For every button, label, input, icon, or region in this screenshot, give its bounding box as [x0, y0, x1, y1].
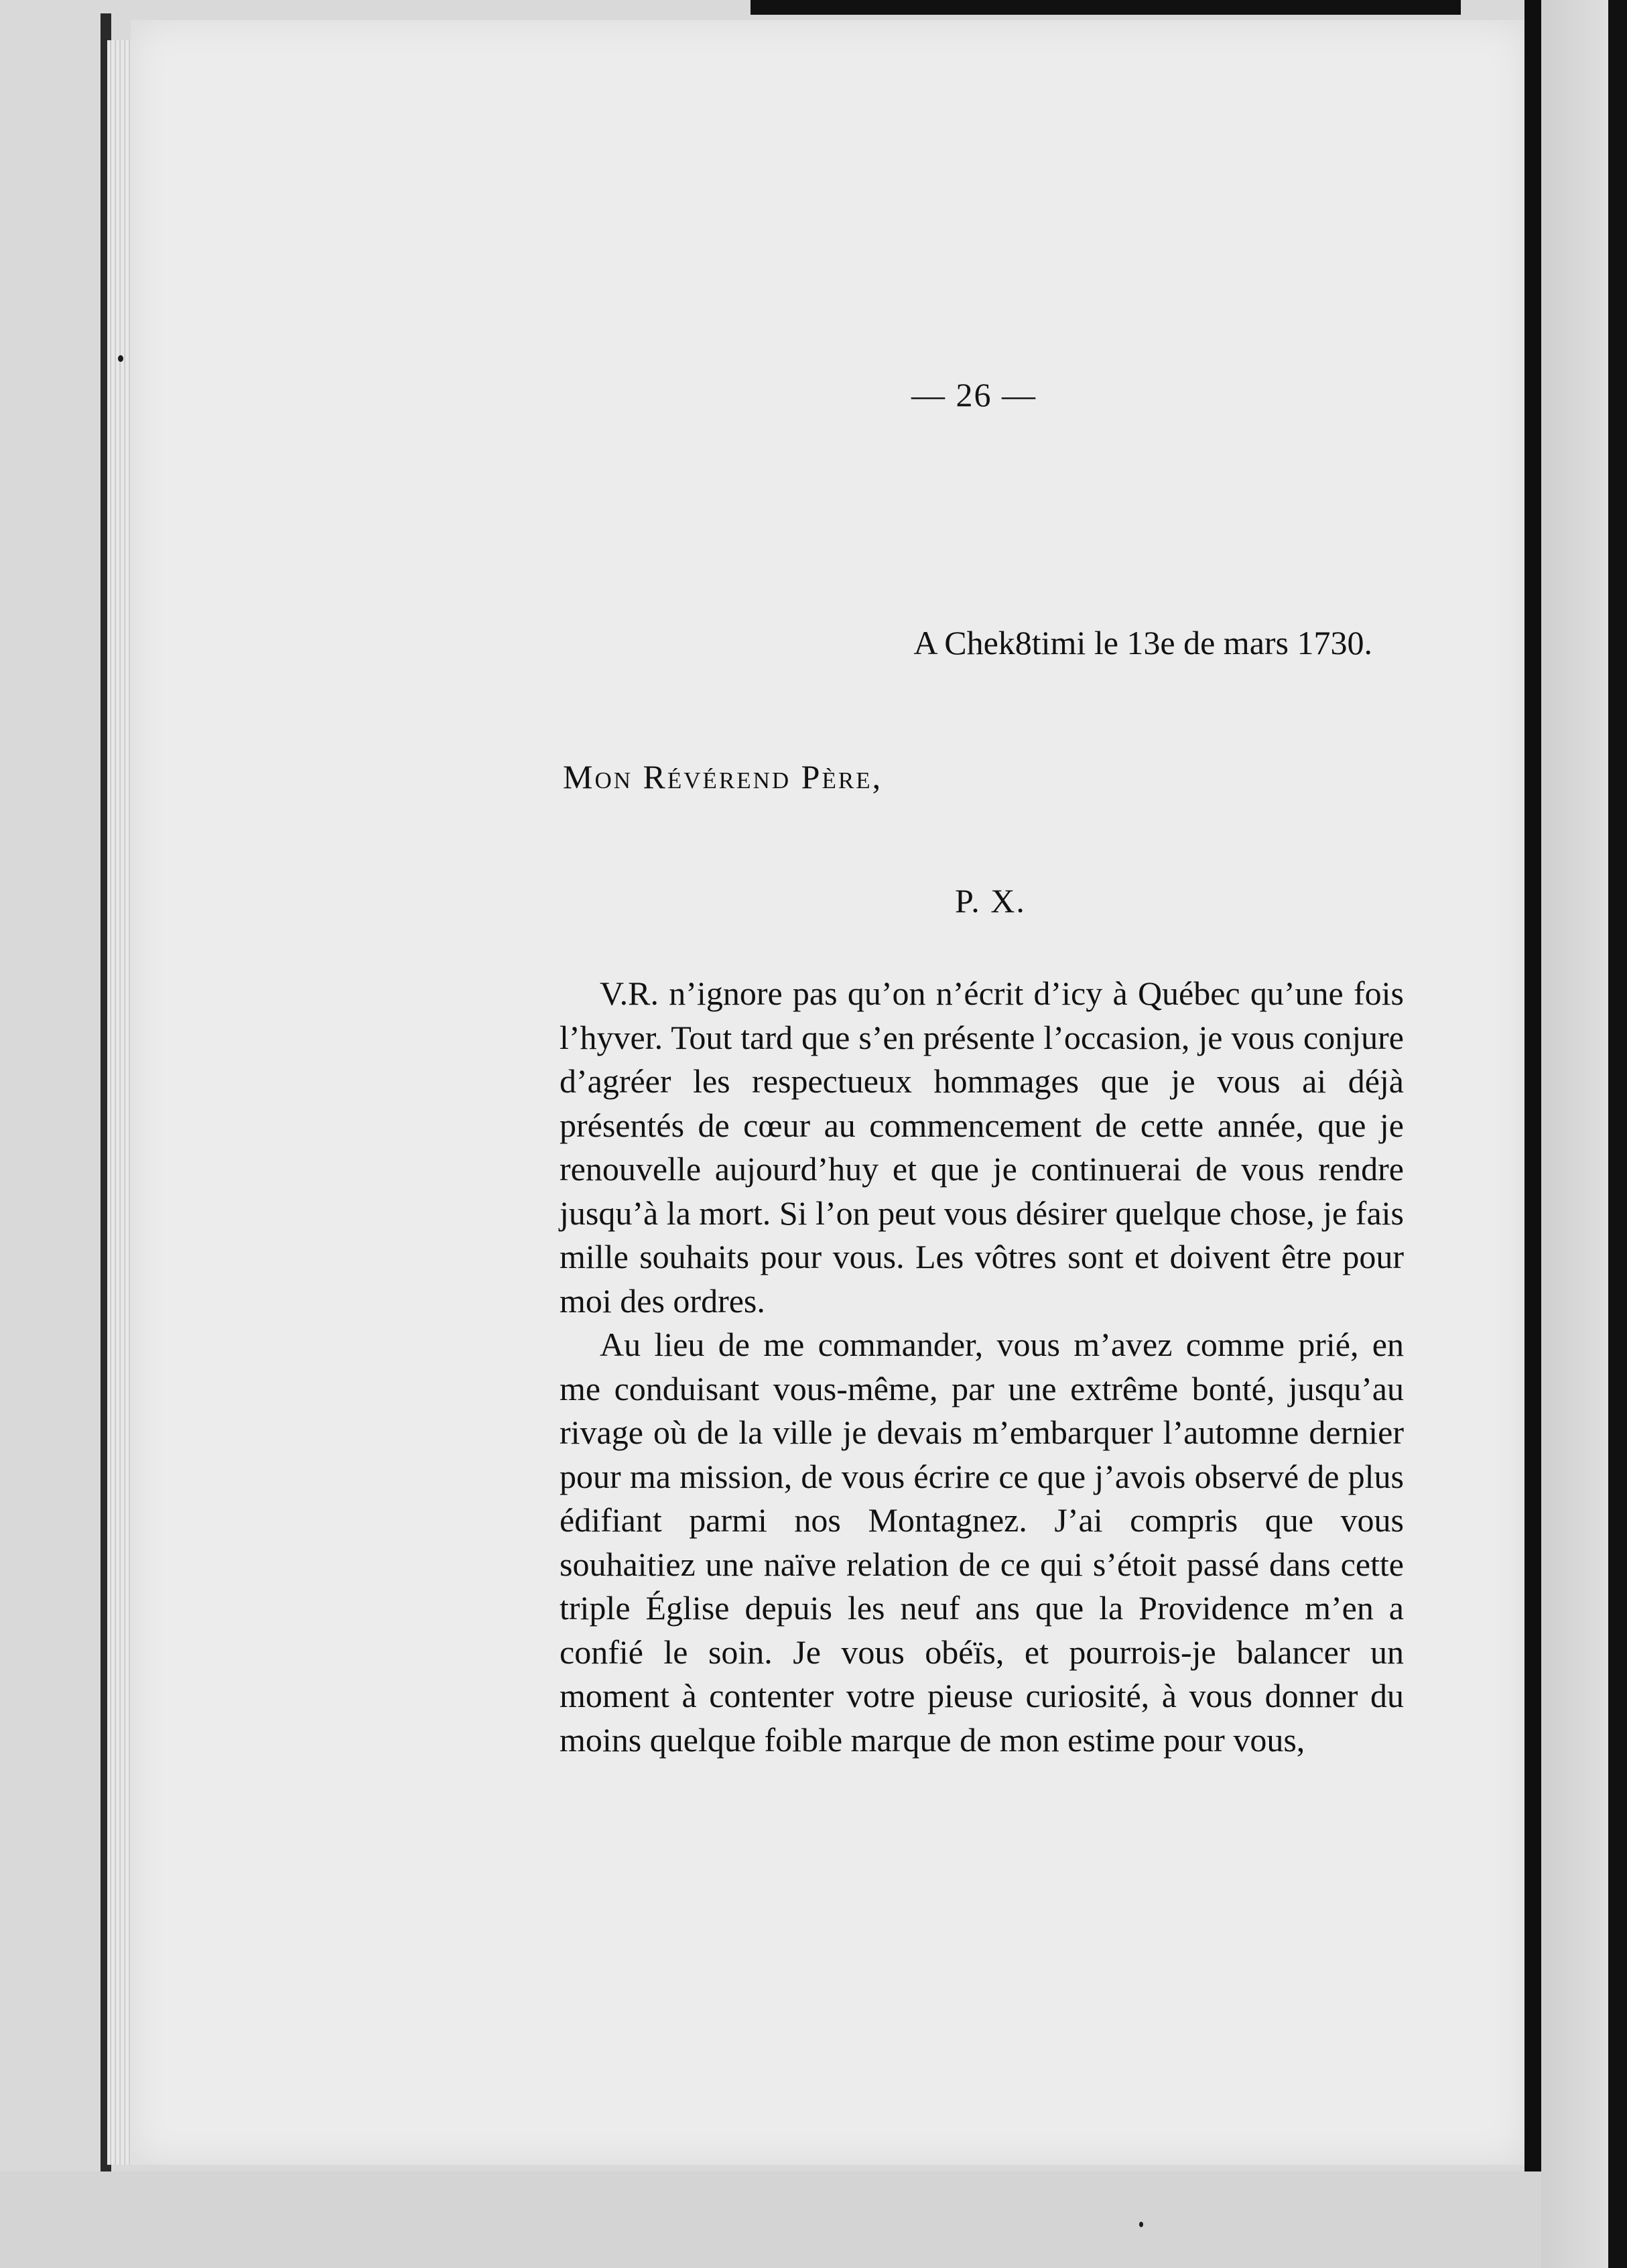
salutation: Mon Révérend Père,: [563, 758, 883, 796]
scan-top-edge: [751, 0, 1461, 15]
page-number: — 26 —: [911, 376, 1037, 414]
paragraph: Au lieu de me commander, vous m’avez comme prié, en me conduisant vous-même, par une extrême bonté, jusqu’au rivage où de la ville je devais m’embarquer l’automne dernier pour ma mission, de vous écrire ce que j’avois observé de plus édifiant parmi nos Montagnez. J’ai compris que vous souhaitiez une naïve relation de ce qui s’étoit passé dans cette triple Église depuis les neuf ans que la Providence m’en a confié le soin. Je vous obéïs, et pourrois-je balancer un moment à contenter votre pieuse curiosité, à vous donner du moins quelque foible marque de mon estime pour vous,: [560, 1326, 1404, 1759]
dateline: A Chek8timi le 13e de mars 1730.: [913, 624, 1372, 662]
px-mark: P. X.: [955, 882, 1026, 920]
scan-bottom-margin: [0, 2171, 1541, 2268]
paragraph: V.R. n’ignore pas qu’on n’écrit d’icy à Québec qu’une fois l’hyver. Tout tard que s’en présente l’occasion, je vous conjure d’agréer les respectueux hommages que je vous ai déjà présentés de cœur au commencement de cette année, que je renouvelle aujourd’huy et que je continuerai de vous rendre jusqu’à la mort. Si l’on peut vous désirer quelque chose, je fais mille souhaits pour vous. Les vôtres sont et doivent être pour moi des ordres.: [560, 974, 1404, 1320]
scan-speck: [1139, 2222, 1143, 2227]
scan-speck: [118, 355, 123, 362]
book-gutter: [1524, 0, 1541, 2268]
letter-body: [560, 972, 1404, 1762]
facing-page-edge: [1608, 0, 1627, 2268]
